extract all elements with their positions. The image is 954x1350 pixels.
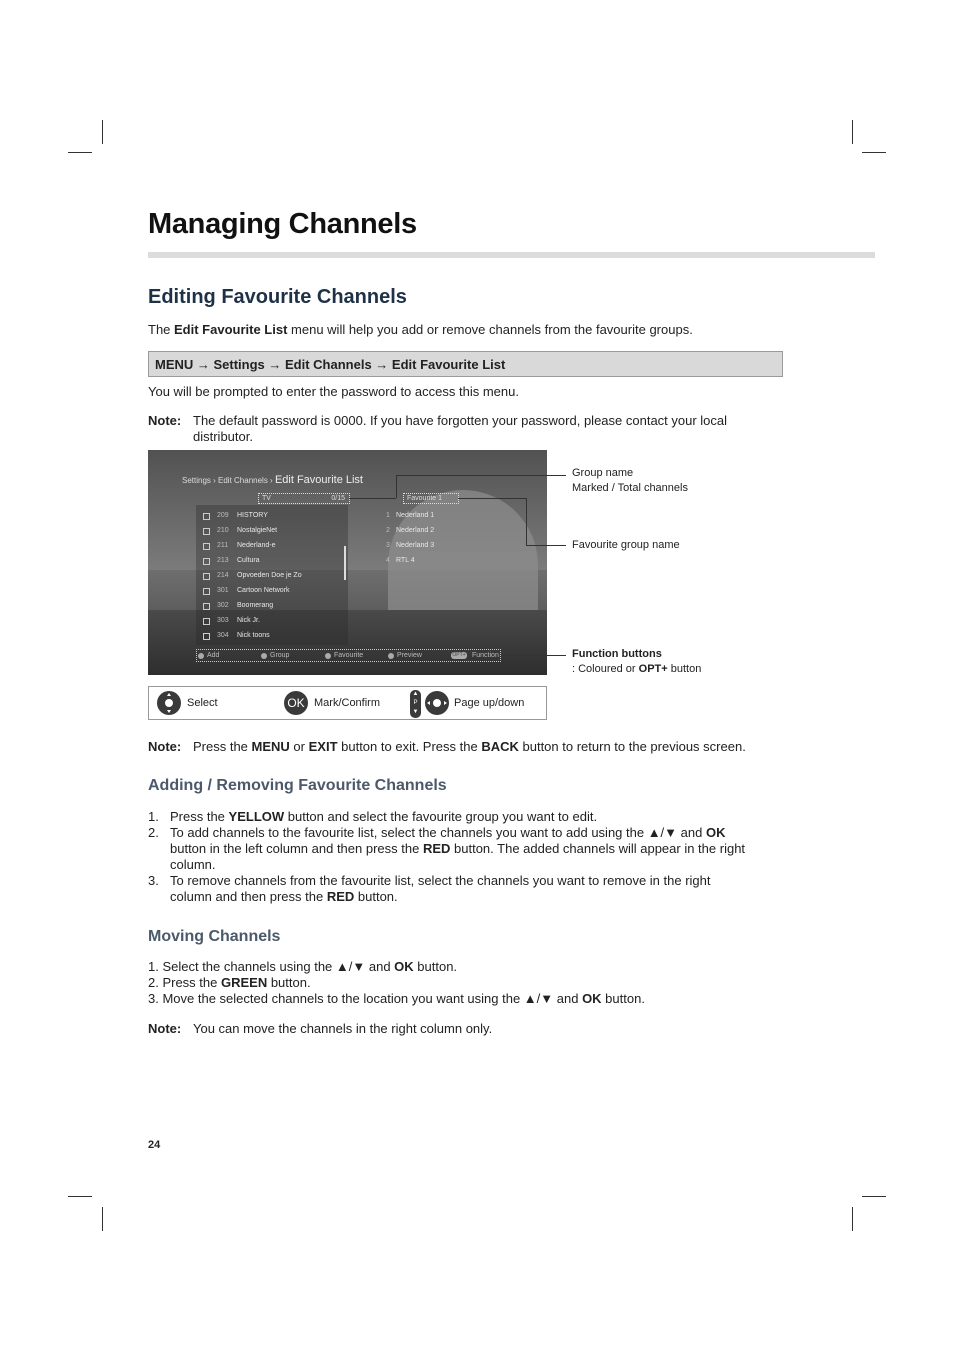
crop-mark [852,1207,853,1231]
crop-mark [852,120,853,144]
crop-mark [862,152,886,153]
callout-line [349,498,396,499]
ok-icon: OK [284,691,308,715]
crop-mark [862,1196,886,1197]
crop-mark [68,1196,92,1197]
moving-title: Moving Channels [148,928,281,945]
navigation-icon [157,691,181,715]
checkbox[interactable] [203,633,210,640]
callout-line [396,475,566,476]
crop-mark [68,152,92,153]
list-item[interactable]: Cultura [237,557,260,564]
page-title: Managing Channels [148,208,417,240]
checkbox[interactable] [203,603,210,610]
tv-screenshot: Settings › Edit Channels › Edit Favourite List TV 0/15 Favourite 1 209 HISTORY 210 NostalgieNet 211 Nederland-e 213 Cultura 214 Opvoeden Doe je Zo 301 Cartoon Network 302 Boomerang 303 Nick Jr. 304 Nick toons 1 Nederland 1 2 Nederland 2 3 Nederland 3 4 RTL 4 Add Group Favourite Preview OPT+ Function [148,450,547,675]
adding-title: Adding / Removing Favourite Channels [148,777,447,794]
menu-path-bar: MENU → Settings → Edit Channels → Edit Favourite List [148,351,783,377]
note-label: Note: [148,413,182,428]
list-item[interactable]: NostalgieNet [237,527,278,534]
page-number: 24 [148,1139,161,1151]
checkbox[interactable] [203,573,210,580]
checkbox[interactable] [203,618,210,625]
list-item[interactable]: RTL 4 [396,557,415,564]
list-item[interactable]: Nick Jr. [237,617,260,624]
callout-line [396,475,397,498]
list-item[interactable]: HISTORY [237,512,268,519]
list-item[interactable]: Cartoon Network [237,587,290,594]
password-prompt: You will be prompted to enter the password to access this menu. [148,384,519,399]
callout-line [458,498,526,499]
note-moving: Note: You can move the channels in the right column only. [148,1021,493,1036]
list-item[interactable]: Nederland 1 [396,512,435,519]
callout-line [502,655,566,656]
left-right-icon [425,691,449,715]
preview-function[interactable]: Preview [397,652,422,659]
green-button-icon [261,653,267,659]
list-item[interactable]: Nederland 2 [396,527,435,534]
list-item[interactable]: Boomerang [237,602,274,609]
select-label: Select [187,697,218,709]
callout-line [526,498,527,545]
list-item[interactable]: Opvoeden Doe je Zo [237,572,302,579]
section-title: Editing Favourite Channels [148,286,407,308]
list-item: 1. Press the YELLOW button and select the favourite group you want to edit. [148,809,598,824]
callout-favourite-group: Favourite group name [572,539,680,551]
callout-function-buttons: Function buttons : Coloured or OPT+ button [572,648,702,675]
note-password: Note: The default password is 0000. If you have forgotten your password, please contact your local distributor. [148,413,728,444]
checkbox[interactable] [203,543,210,550]
checkbox[interactable] [203,588,210,595]
checkbox[interactable] [203,528,210,535]
callout-group-name: Group name Marked / Total channels [572,467,688,494]
note-exit: Note: Press the MENU or EXIT button to exit. Press the BACK button to return to the previous screen. [148,739,746,754]
opt-badge: OPT+ [452,652,466,658]
page-updown-label: Page up/down [454,697,525,709]
yellow-button-icon [325,653,331,659]
list-item: 3. To remove channels from the favourite list, select the channels you want to remove in the right column and then press the RED button. [148,873,711,904]
group-function[interactable]: Group [270,652,290,659]
list-item[interactable]: Nederland 3 [396,542,435,549]
title-rule [148,252,875,258]
crop-mark [102,1207,103,1231]
checkbox[interactable] [203,558,210,565]
screen-title: Settings › Edit Channels › Edit Favourite List [182,474,363,486]
callout-line [526,545,566,546]
add-function[interactable]: Add [207,652,220,659]
crop-mark [102,120,103,144]
list-item[interactable]: Nick toons [237,632,270,639]
moving-steps: 1. Select the channels using the ▲/▼ and OK button. 2. Press the GREEN button. 3. Move the selected channels to the location you want using the ▲/▼ and OK button. [148,959,645,1006]
function-function[interactable]: Function [472,652,499,659]
scrollbar[interactable] [344,546,346,580]
left-group-header[interactable]: TV 0/15 [258,493,350,504]
favourite-function[interactable]: Favourite [334,652,364,659]
list-item: 2. To add channels to the favourite list, select the channels you want to add using the ▲/▼ and OK button in the left column and then press the RED button. The added channels will appear in the right column. [148,825,746,872]
list-item[interactable]: Nederland-e [237,542,276,549]
red-button-icon [198,653,204,659]
page-updown-icon: ▲ P ▼ [410,690,421,718]
mark-confirm-label: Mark/Confirm [314,697,381,709]
remote-legend [148,686,547,720]
checkbox[interactable] [203,513,210,520]
blue-button-icon [388,653,394,659]
right-group-header[interactable]: Favourite 1 [403,493,459,504]
intro-text: The Edit Favourite List menu will help you add or remove channels from the favourite groups. [148,322,693,337]
